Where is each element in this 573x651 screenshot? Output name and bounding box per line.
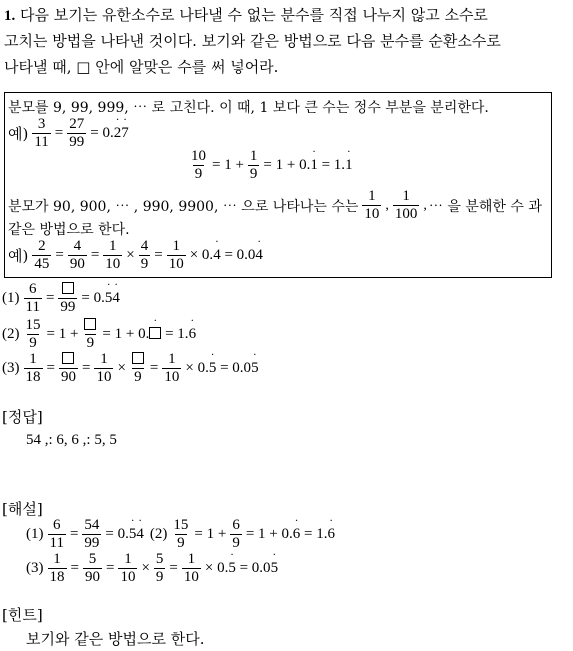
explanation-1-label: (1) (26, 526, 44, 542)
hint-text: 보기와 같은 방법으로 한다. (26, 630, 205, 648)
question-line-3: 나타낼 때, □ 안에 알맞은 수를 써 넣어라. (4, 58, 279, 76)
answer-text: 54 ,: 6, 6 ,: 5, 5 (26, 432, 117, 448)
explanation-row-2: (3) $\frac{1}{18}$ = $\frac{5}{90}$ = $\frac{1}{10}$ × $\frac{5}{9}$ = $\frac{1}{10}$ × 0.˙ 5 = 0.0˙ 5 (26, 552, 278, 585)
explanation-3-label: (3) (26, 560, 44, 576)
box-line-ex2: 분모가 90, 900, ⋯ , 990, 9900, ⋯ 으로 나타나는 수는 $\frac{1}{10}$ , $\frac{1}{100}$ , ⋯ 을 분해한 수 과 (8, 188, 542, 222)
box-example-1: 예) $\frac{3}{11}$ = $\frac{27}{99}$ = 0.˙ 2˙ 7 (8, 117, 129, 150)
explanation-heading: [해설] (2, 500, 43, 518)
blank-box (84, 318, 96, 330)
blank-box (62, 282, 74, 294)
question-line-2: 고치는 방법을 나타낸 것이다. 보기와 같은 방법으로 다음 분수를 순환소수로 (4, 32, 501, 50)
question-number: 1. (4, 8, 16, 24)
blank-box (132, 352, 144, 364)
ex2-text: 분모가 90, 900, ⋯ , 990, 9900, ⋯ 으로 나타나는 수는 (8, 198, 359, 215)
problem-1-label: (1) (2, 290, 20, 306)
problem-3-label: (3) (2, 360, 20, 376)
box-line-ex2b: 같은 방법으로 한다. (8, 222, 130, 238)
blank-box (62, 352, 74, 364)
example-1-label: 예) (8, 125, 29, 143)
example-box (4, 92, 552, 278)
question-line-1 (4, 2, 488, 29)
box-example-2: 예) $\frac{2}{45}$ = $\frac{4}{90}$ = $\frac{1}{10}$ × $\frac{4}{9}$ = $\frac{1}{10}$ × 0.˙ 4 = 0.0˙ 4 (8, 239, 263, 272)
box-line-1: 분모를 9, 99, 999, ⋯ 로 고친다. 이 때, 1 보다 큰 수는 정수 부분을 분리한다. (8, 100, 489, 116)
hint-heading: [힌트] (2, 606, 43, 624)
problem-3: (3) $\frac{1}{18}$ = 90 = $\frac{1}{10}$ × 9 = $\frac{1}{10}$ × 0.˙ 5 = 0.0˙ 5 (2, 352, 259, 385)
explanation-2-label: (2) (149, 526, 168, 542)
question-text-1: 다음 보기는 유한소수로 나타낼 수 없는 분수를 직접 나누지 않고 소수로 (20, 6, 488, 24)
box-example-1b: $\frac{10}{9}$ = 1 + $\frac{1}{9}$ = 1 + 0.˙ 1 = 1.˙ 1 (187, 149, 353, 182)
problem-1: (1) $\frac{6}{11}$ = 99 = 0.˙ 5˙ 4 (2, 282, 120, 315)
example-2-label: 예) (8, 247, 29, 265)
blank-box (149, 327, 161, 339)
answer-heading: [정답] (2, 408, 43, 426)
problem-2: (2) $\frac{15}{9}$ = 1 + 9 = 1 + 0.˙ = 1.˙ 6 (2, 318, 196, 351)
explanation-row-1: (1) $\frac{6}{11}$ = $\frac{54}{99}$ = 0.˙ 5˙ 4 (2) $\frac{15}{9}$ = 1 + $\frac{6}{9}$ = 1 + 0.˙ 6 = 1.˙ 6 (26, 518, 335, 551)
problem-2-label: (2) (2, 326, 20, 342)
ex2-text-end: ⋯ 을 분해한 수 과 (428, 198, 542, 215)
